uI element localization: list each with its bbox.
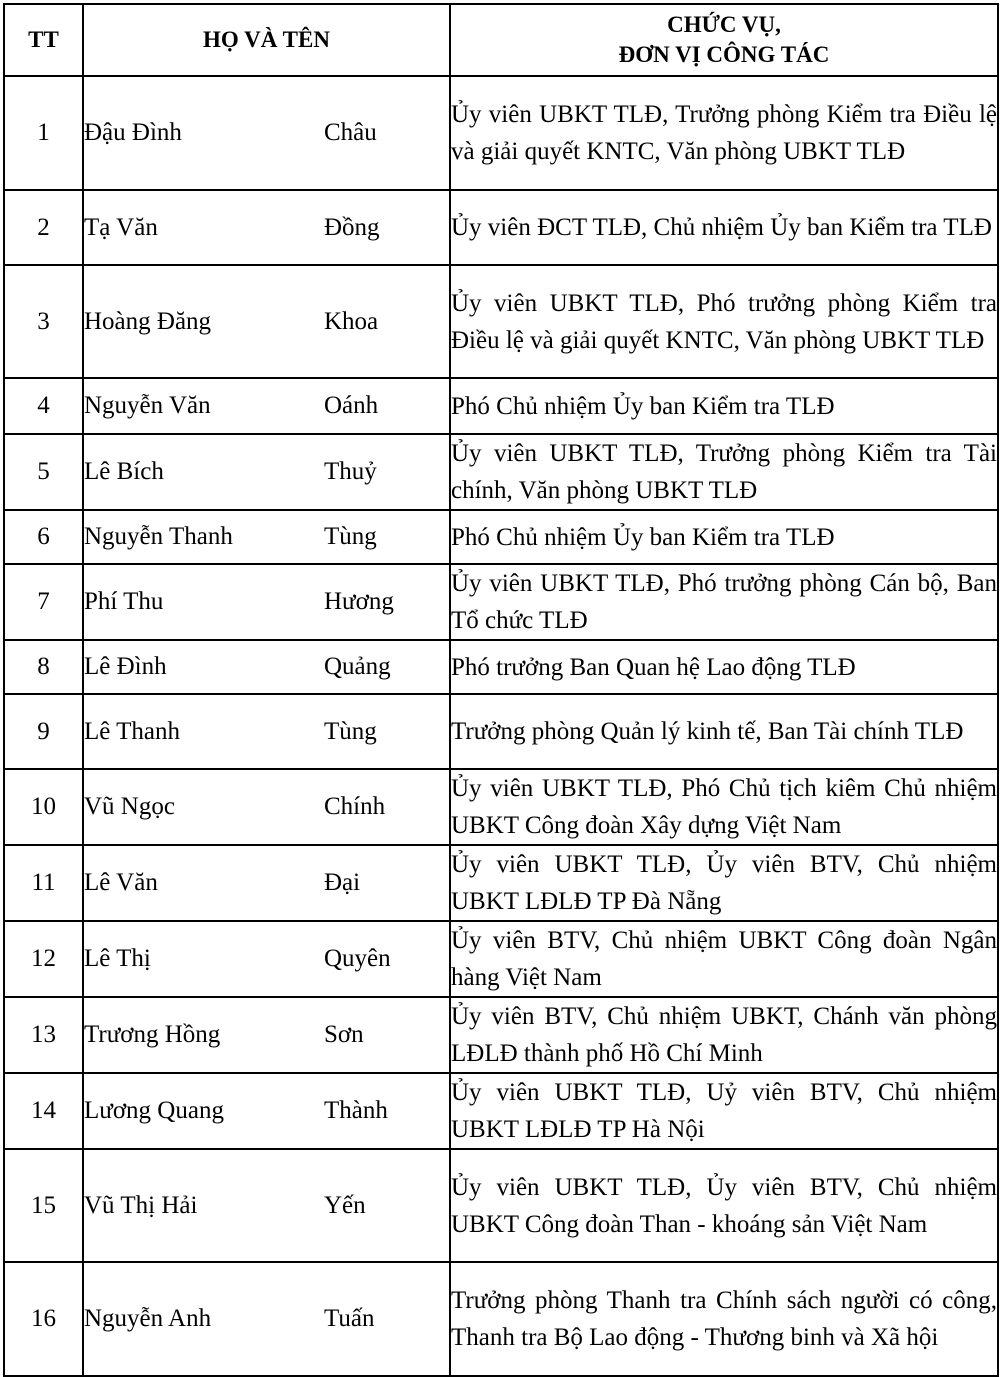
table-row bbox=[4, 1073, 998, 1149]
table-row bbox=[4, 76, 998, 190]
member-first-name: Vũ Ngọc bbox=[84, 793, 175, 820]
member-first-name: Vũ Thị Hải bbox=[84, 1191, 198, 1219]
member-last-name: Tuấn bbox=[324, 1305, 375, 1332]
header-role-line1: CHỨC VỤ, bbox=[667, 12, 781, 37]
member-first-name: Phí Thu bbox=[84, 588, 164, 615]
member-name-cell bbox=[83, 997, 450, 1073]
member-last-name: Sơn bbox=[324, 1021, 364, 1048]
member-first-name: Lê Bích bbox=[84, 458, 164, 485]
table-row bbox=[4, 845, 998, 921]
member-role: Phó Chủ nhiệm Ủy ban Kiểm tra TLĐ bbox=[450, 510, 998, 564]
table-row bbox=[4, 1262, 998, 1376]
table-row bbox=[4, 434, 998, 510]
header-name: HỌ VÀ TÊN bbox=[83, 4, 450, 76]
table-row bbox=[4, 510, 998, 564]
member-table bbox=[3, 3, 999, 1377]
table-row bbox=[4, 1149, 998, 1262]
member-last-name: Hương bbox=[324, 588, 394, 615]
member-name-cell bbox=[83, 921, 450, 997]
member-first-name: Đậu Đình bbox=[84, 119, 182, 146]
member-role: Trưởng phòng Thanh tra Chính sách người có công, Thanh tra Bộ Lao động - Thương binh và Xã hội bbox=[450, 1262, 998, 1376]
member-role: Ủy viên BTV, Chủ nhiệm UBKT Công đoàn Ngân hàng Việt Nam bbox=[450, 921, 998, 997]
member-last-name: Đại bbox=[324, 869, 361, 896]
member-first-name: Lê Đình bbox=[84, 653, 167, 680]
member-last-name: Oánh bbox=[324, 392, 379, 419]
member-last-name: Quyên bbox=[324, 945, 391, 972]
member-name-cell bbox=[83, 378, 450, 434]
member-name-cell bbox=[83, 564, 450, 640]
member-role: Ủy viên UBKT TLĐ, Phó trưởng phòng Cán bộ, Ban Tổ chức TLĐ bbox=[450, 564, 998, 640]
table-row bbox=[4, 564, 998, 640]
member-role: Ủy viên UBKT TLĐ, Trưởng phòng Kiểm tra Tài chính, Văn phòng UBKT TLĐ bbox=[450, 434, 998, 510]
member-first-name: Nguyễn Văn bbox=[84, 392, 211, 419]
member-name-cell bbox=[83, 76, 450, 190]
row-number: 14 bbox=[4, 1073, 83, 1149]
member-name-cell bbox=[83, 769, 450, 845]
table-header-row bbox=[4, 4, 998, 76]
member-role: Ủy viên UBKT TLĐ, Uỷ viên BTV, Chủ nhiệm UBKT LĐLĐ TP Hà Nội bbox=[450, 1073, 998, 1149]
member-last-name: Tùng bbox=[324, 523, 377, 550]
member-first-name: Lê Thị bbox=[84, 945, 151, 972]
table-row bbox=[4, 378, 998, 434]
table-row bbox=[4, 769, 998, 845]
member-last-name: Thành bbox=[324, 1097, 388, 1124]
member-name-cell bbox=[83, 845, 450, 921]
table-row bbox=[4, 265, 998, 378]
member-role: Ủy viên UBKT TLĐ, Phó Chủ tịch kiêm Chủ nhiệm UBKT Công đoàn Xây dựng Việt Nam bbox=[450, 769, 998, 845]
row-number: 16 bbox=[4, 1262, 83, 1376]
table-body bbox=[4, 76, 998, 1376]
header-tt: TT bbox=[4, 4, 83, 76]
member-last-name: Yến bbox=[324, 1191, 366, 1219]
member-name-cell bbox=[83, 190, 450, 265]
member-first-name: Lê Thanh bbox=[84, 717, 181, 745]
header-role bbox=[450, 4, 998, 76]
row-number: 1 bbox=[4, 76, 83, 190]
member-name-cell bbox=[83, 1262, 450, 1376]
member-first-name: Trương Hồng bbox=[84, 1021, 221, 1048]
member-name-cell bbox=[83, 1073, 450, 1149]
row-number: 8 bbox=[4, 640, 83, 694]
member-first-name: Lương Quang bbox=[84, 1097, 224, 1124]
row-number: 15 bbox=[4, 1149, 83, 1262]
member-role: Ủy viên UBKT TLĐ, Ủy viên BTV, Chủ nhiệm UBKT Công đoàn Than - khoáng sản Việt Nam bbox=[450, 1149, 998, 1262]
member-name-cell bbox=[83, 640, 450, 694]
row-number: 7 bbox=[4, 564, 83, 640]
member-role: Ủy viên UBKT TLĐ, Ủy viên BTV, Chủ nhiệm UBKT LĐLĐ TP Đà Nẵng bbox=[450, 845, 998, 921]
member-role: Ủy viên BTV, Chủ nhiệm UBKT, Chánh văn phòng LĐLĐ thành phố Hồ Chí Minh bbox=[450, 997, 998, 1073]
row-number: 11 bbox=[4, 845, 83, 921]
row-number: 2 bbox=[4, 190, 83, 265]
member-name-cell bbox=[83, 1149, 450, 1262]
table-row bbox=[4, 640, 998, 694]
member-name-cell bbox=[83, 265, 450, 378]
member-last-name: Quảng bbox=[324, 653, 391, 680]
member-last-name: Châu bbox=[324, 119, 377, 146]
member-first-name: Nguyễn Anh bbox=[84, 1305, 212, 1332]
header-role-line2: ĐƠN VỊ CÔNG TÁC bbox=[618, 42, 830, 67]
table-row bbox=[4, 921, 998, 997]
row-number: 3 bbox=[4, 265, 83, 378]
member-name-cell bbox=[83, 694, 450, 769]
member-first-name: Nguyễn Thanh bbox=[84, 523, 233, 550]
member-last-name: Chính bbox=[324, 793, 386, 820]
row-number: 5 bbox=[4, 434, 83, 510]
row-number: 4 bbox=[4, 378, 83, 434]
member-last-name: Tùng bbox=[324, 717, 377, 745]
member-role: Ủy viên ĐCT TLĐ, Chủ nhiệm Ủy ban Kiểm tra TLĐ bbox=[450, 190, 998, 265]
row-number: 9 bbox=[4, 694, 83, 769]
table-row bbox=[4, 997, 998, 1073]
member-name-cell bbox=[83, 510, 450, 564]
row-number: 10 bbox=[4, 769, 83, 845]
member-role: Ủy viên UBKT TLĐ, Trưởng phòng Kiểm tra Điều lệ và giải quyết KNTC, Văn phòng UBKT TLĐ bbox=[450, 76, 998, 190]
row-number: 12 bbox=[4, 921, 83, 997]
member-role: Ủy viên UBKT TLĐ, Phó trưởng phòng Kiểm tra Điều lệ và giải quyết KNTC, Văn phòng UBKT TLĐ bbox=[450, 265, 998, 378]
member-first-name: Hoàng Đăng bbox=[84, 307, 212, 335]
member-last-name: Thuỷ bbox=[324, 458, 377, 485]
table-row bbox=[4, 190, 998, 265]
row-number: 6 bbox=[4, 510, 83, 564]
member-name-cell bbox=[83, 434, 450, 510]
member-role: Phó trưởng Ban Quan hệ Lao động TLĐ bbox=[450, 640, 998, 694]
member-last-name: Khoa bbox=[324, 307, 379, 335]
row-number: 13 bbox=[4, 997, 83, 1073]
member-role: Phó Chủ nhiệm Ủy ban Kiểm tra TLĐ bbox=[450, 378, 998, 434]
member-first-name: Lê Văn bbox=[84, 869, 158, 896]
member-role: Trưởng phòng Quản lý kinh tế, Ban Tài chính TLĐ bbox=[450, 694, 998, 769]
member-first-name: Tạ Văn bbox=[84, 213, 158, 241]
member-last-name: Đồng bbox=[324, 213, 380, 241]
table-row bbox=[4, 694, 998, 769]
